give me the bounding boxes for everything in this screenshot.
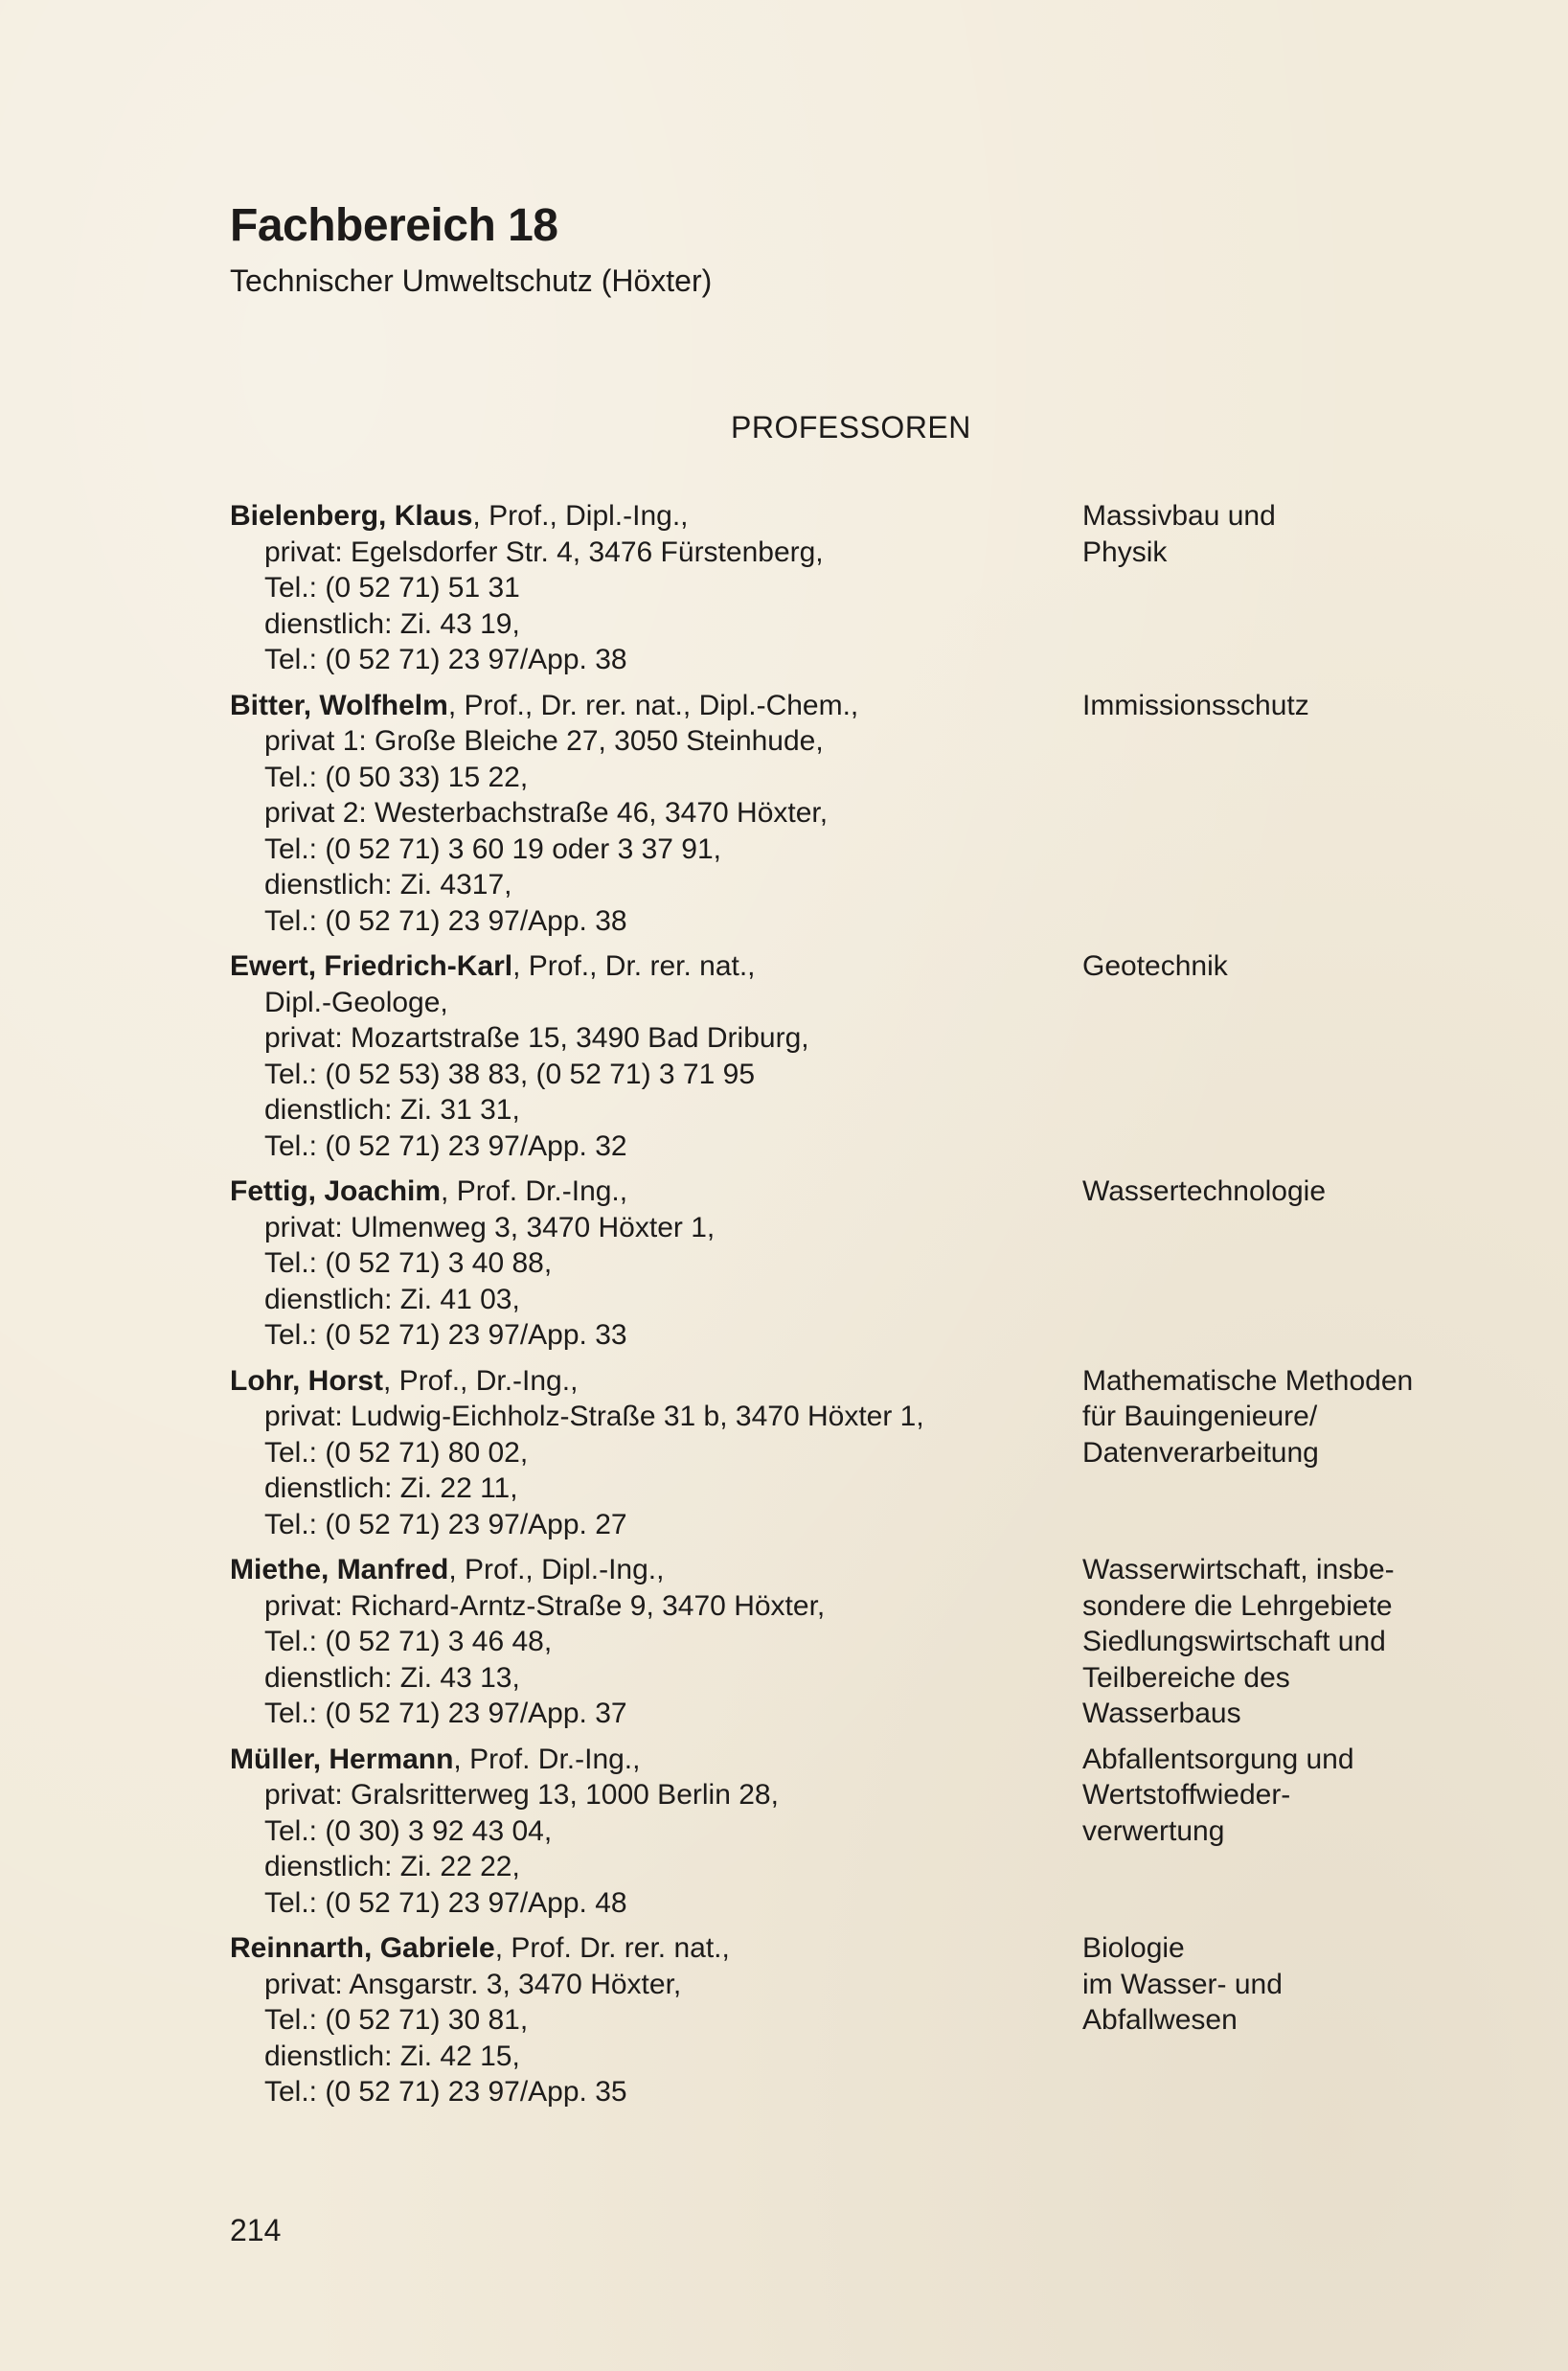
subject-area-line: Geotechnik bbox=[1082, 950, 1228, 982]
professor-surname: Ewert bbox=[230, 950, 308, 982]
subject-area-line: Mathematische Methoden bbox=[1082, 1364, 1414, 1397]
subject-area-line: sondere die Lehrgebiete bbox=[1082, 1589, 1393, 1622]
contact-detail-line: Tel.: (0 52 71) 3 46 48, bbox=[264, 1626, 553, 1657]
professor-surname: Reinnarth bbox=[230, 1932, 365, 1964]
contact-detail-line: privat: Ludwig-Eichholz-Straße 31 b, 3470 Höxter 1, bbox=[264, 1401, 924, 1432]
contact-detail-line: Tel.: (0 52 53) 38 83, (0 52 71) 3 71 95 bbox=[264, 1058, 756, 1090]
contact-detail-line: dienstlich: Zi. 4317, bbox=[264, 869, 512, 901]
contact-detail-line: privat 2: Westerbachstraße 46, 3470 Höxter, bbox=[264, 797, 829, 829]
name-separator: , bbox=[312, 1743, 330, 1775]
subject-area bbox=[1082, 498, 1494, 678]
contact-detail-line: privat: Gralsritterweg 13, 1000 Berlin 28, bbox=[264, 1779, 779, 1811]
subject-area bbox=[1082, 1930, 1494, 2110]
subject-area bbox=[1082, 1742, 1494, 1922]
contact-detail-line: Dipl.-Geologe, bbox=[264, 986, 448, 1018]
professor-list bbox=[230, 498, 1494, 2120]
professor-entry bbox=[230, 1363, 1494, 1543]
professor-title: , Prof., Dipl.-Ing., bbox=[472, 500, 689, 532]
professor-entry bbox=[230, 1174, 1494, 1354]
professor-entry bbox=[230, 1930, 1494, 2110]
contact-detail-line: Tel.: (0 52 71) 3 60 19 oder 3 37 91, bbox=[264, 832, 721, 865]
subject-area bbox=[1082, 688, 1494, 940]
contact-detail-line: Tel.: (0 52 71) 23 97/App. 32 bbox=[264, 1129, 627, 1162]
professor-contact bbox=[230, 688, 1082, 940]
professor-contact bbox=[230, 1552, 1082, 1732]
professor-surname: Müller bbox=[230, 1743, 313, 1775]
contact-detail-line: Tel.: (0 52 71) 23 97/App. 33 bbox=[264, 1319, 627, 1351]
professor-surname: Fettig bbox=[230, 1175, 308, 1207]
contact-detail-line: Tel.: (0 50 33) 15 22, bbox=[264, 761, 529, 793]
page-title: Fachbereich 18 bbox=[230, 200, 558, 251]
professor-contact bbox=[230, 498, 1082, 678]
subject-area-line: Wasserbaus bbox=[1082, 1698, 1241, 1729]
contact-detail-line: Tel.: (0 30) 3 92 43 04, bbox=[264, 1814, 553, 1847]
professor-surname: Lohr bbox=[230, 1364, 292, 1397]
name-separator: , bbox=[364, 1932, 380, 1964]
name-separator: , bbox=[292, 1364, 308, 1397]
professor-name-line bbox=[230, 1363, 1082, 1400]
professor-name-line bbox=[230, 1930, 1082, 1967]
subject-area-line: für Bauingenieure/ bbox=[1082, 1401, 1318, 1432]
page-subtitle: Technischer Umweltschutz (Höxter) bbox=[230, 263, 713, 298]
professor-title: , Prof., Dr. rer. nat., Dipl.-Chem., bbox=[447, 689, 859, 721]
name-separator: , bbox=[378, 500, 395, 532]
contact-detail-line: Tel.: (0 52 71) 23 97/App. 37 bbox=[264, 1698, 627, 1729]
professor-title: , Prof., Dr. rer. nat., bbox=[512, 950, 756, 982]
professor-surname: Bielenberg bbox=[230, 500, 379, 532]
professor-given-name: Joachim bbox=[324, 1175, 442, 1207]
professor-entry bbox=[230, 1742, 1494, 1922]
contact-detail-line: Tel.: (0 52 71) 23 97/App. 27 bbox=[264, 1508, 627, 1540]
subject-area-line: Abfallentsorgung und bbox=[1082, 1743, 1354, 1775]
contact-detail-line: dienstlich: Zi. 42 15, bbox=[264, 2040, 520, 2072]
professor-contact bbox=[230, 1174, 1082, 1354]
professor-title: , Prof., Dipl.-Ing., bbox=[448, 1554, 665, 1585]
contact-detail-line: Tel.: (0 52 71) 80 02, bbox=[264, 1436, 529, 1469]
professor-contact bbox=[230, 1930, 1082, 2110]
subject-area-line: Wasserwirtschaft, insbe- bbox=[1082, 1554, 1395, 1585]
subject-area-line: Massivbau und bbox=[1082, 500, 1276, 532]
contact-detail-line: privat: Ulmenweg 3, 3470 Höxter 1, bbox=[264, 1211, 716, 1243]
professor-title: , Prof. Dr.-Ing., bbox=[453, 1743, 641, 1775]
professor-entry bbox=[230, 688, 1494, 940]
professor-given-name: Friedrich-Karl bbox=[324, 950, 513, 982]
contact-detail-line: dienstlich: Zi. 22 11, bbox=[264, 1472, 518, 1504]
subject-area-line: Wertstoffwieder- bbox=[1082, 1779, 1291, 1811]
professor-name-line bbox=[230, 1174, 1082, 1210]
contact-detail-line: dienstlich: Zi. 43 19, bbox=[264, 607, 520, 640]
professor-name-line bbox=[230, 948, 1082, 985]
professor-contact bbox=[230, 948, 1082, 1164]
contact-detail-line: Tel.: (0 52 71) 23 97/App. 38 bbox=[264, 644, 627, 675]
contact-detail-line: Tel.: (0 52 71) 3 40 88, bbox=[264, 1247, 553, 1279]
professor-name-line bbox=[230, 1742, 1082, 1778]
professor-entry bbox=[230, 1552, 1494, 1732]
subject-area-line: Physik bbox=[1082, 536, 1168, 568]
professor-given-name: Wolfhelm bbox=[319, 689, 448, 721]
subject-area bbox=[1082, 1363, 1494, 1543]
professor-given-name: Horst bbox=[307, 1364, 384, 1397]
professor-title: , Prof., Dr.-Ing., bbox=[383, 1364, 579, 1397]
subject-area-line: Immissionsschutz bbox=[1082, 689, 1309, 721]
professor-given-name: Hermann bbox=[329, 1743, 454, 1775]
subject-area bbox=[1082, 948, 1494, 1164]
professor-name-line bbox=[230, 498, 1082, 535]
professor-given-name: Klaus bbox=[394, 500, 473, 532]
section-title: PROFESSOREN bbox=[731, 410, 971, 445]
contact-detail-line: dienstlich: Zi. 31 31, bbox=[264, 1094, 520, 1126]
contact-detail-line: privat 1: Große Bleiche 27, 3050 Steinhude, bbox=[264, 725, 824, 757]
contact-detail-line: dienstlich: Zi. 22 22, bbox=[264, 1851, 520, 1882]
professor-name-line bbox=[230, 688, 1082, 724]
professor-title: , Prof. Dr.-Ing., bbox=[441, 1175, 628, 1207]
subject-area-line: Siedlungswirtschaft und bbox=[1082, 1626, 1386, 1657]
professor-surname: Bitter bbox=[230, 689, 304, 721]
contact-detail-line: privat: Richard-Arntz-Straße 9, 3470 Höxter, bbox=[264, 1589, 826, 1622]
contact-detail-line: dienstlich: Zi. 43 13, bbox=[264, 1661, 520, 1694]
contact-detail-line: Tel.: (0 52 71) 51 31 bbox=[264, 572, 520, 604]
contact-detail-line: Tel.: (0 52 71) 23 97/App. 35 bbox=[264, 2076, 627, 2108]
subject-area-line: Teilbereiche des bbox=[1082, 1661, 1290, 1694]
subject-area-line: Abfallwesen bbox=[1082, 2004, 1238, 2036]
professor-given-name: Gabriele bbox=[379, 1932, 495, 1964]
professor-surname: Miethe bbox=[230, 1554, 322, 1585]
professor-name-line bbox=[230, 1552, 1082, 1588]
professor-entry bbox=[230, 948, 1494, 1164]
name-separator: , bbox=[303, 689, 320, 721]
professor-entry bbox=[230, 498, 1494, 678]
subject-area-line: Wassertechnologie bbox=[1082, 1175, 1327, 1207]
subject-area-line: Datenverarbeitung bbox=[1082, 1436, 1319, 1469]
name-separator: , bbox=[307, 950, 325, 982]
subject-area-line: im Wasser- und bbox=[1082, 1968, 1283, 2000]
contact-detail-line: privat: Egelsdorfer Str. 4, 3476 Fürstenberg, bbox=[264, 536, 824, 568]
contact-detail-line: privat: Mozartstraße 15, 3490 Bad Driburg, bbox=[264, 1022, 809, 1054]
name-separator: , bbox=[307, 1175, 325, 1207]
contact-detail-line: privat: Ansgarstr. 3, 3470 Höxter, bbox=[264, 1968, 682, 2000]
name-separator: , bbox=[321, 1554, 337, 1585]
subject-area bbox=[1082, 1174, 1494, 1354]
contact-detail-line: Tel.: (0 52 71) 30 81, bbox=[264, 2004, 529, 2036]
subject-area-line: verwertung bbox=[1082, 1814, 1225, 1847]
contact-detail-line: Tel.: (0 52 71) 23 97/App. 38 bbox=[264, 904, 627, 937]
contact-detail-line: dienstlich: Zi. 41 03, bbox=[264, 1283, 520, 1315]
contact-detail-line: Tel.: (0 52 71) 23 97/App. 48 bbox=[264, 1886, 627, 1919]
professor-contact bbox=[230, 1742, 1082, 1922]
professor-title: , Prof. Dr. rer. nat., bbox=[494, 1932, 730, 1964]
subject-area bbox=[1082, 1552, 1494, 1732]
professor-contact bbox=[230, 1363, 1082, 1543]
page-number: 214 bbox=[230, 2213, 282, 2247]
professor-given-name: Manfred bbox=[336, 1554, 449, 1585]
subject-area-line: Biologie bbox=[1082, 1932, 1185, 1964]
